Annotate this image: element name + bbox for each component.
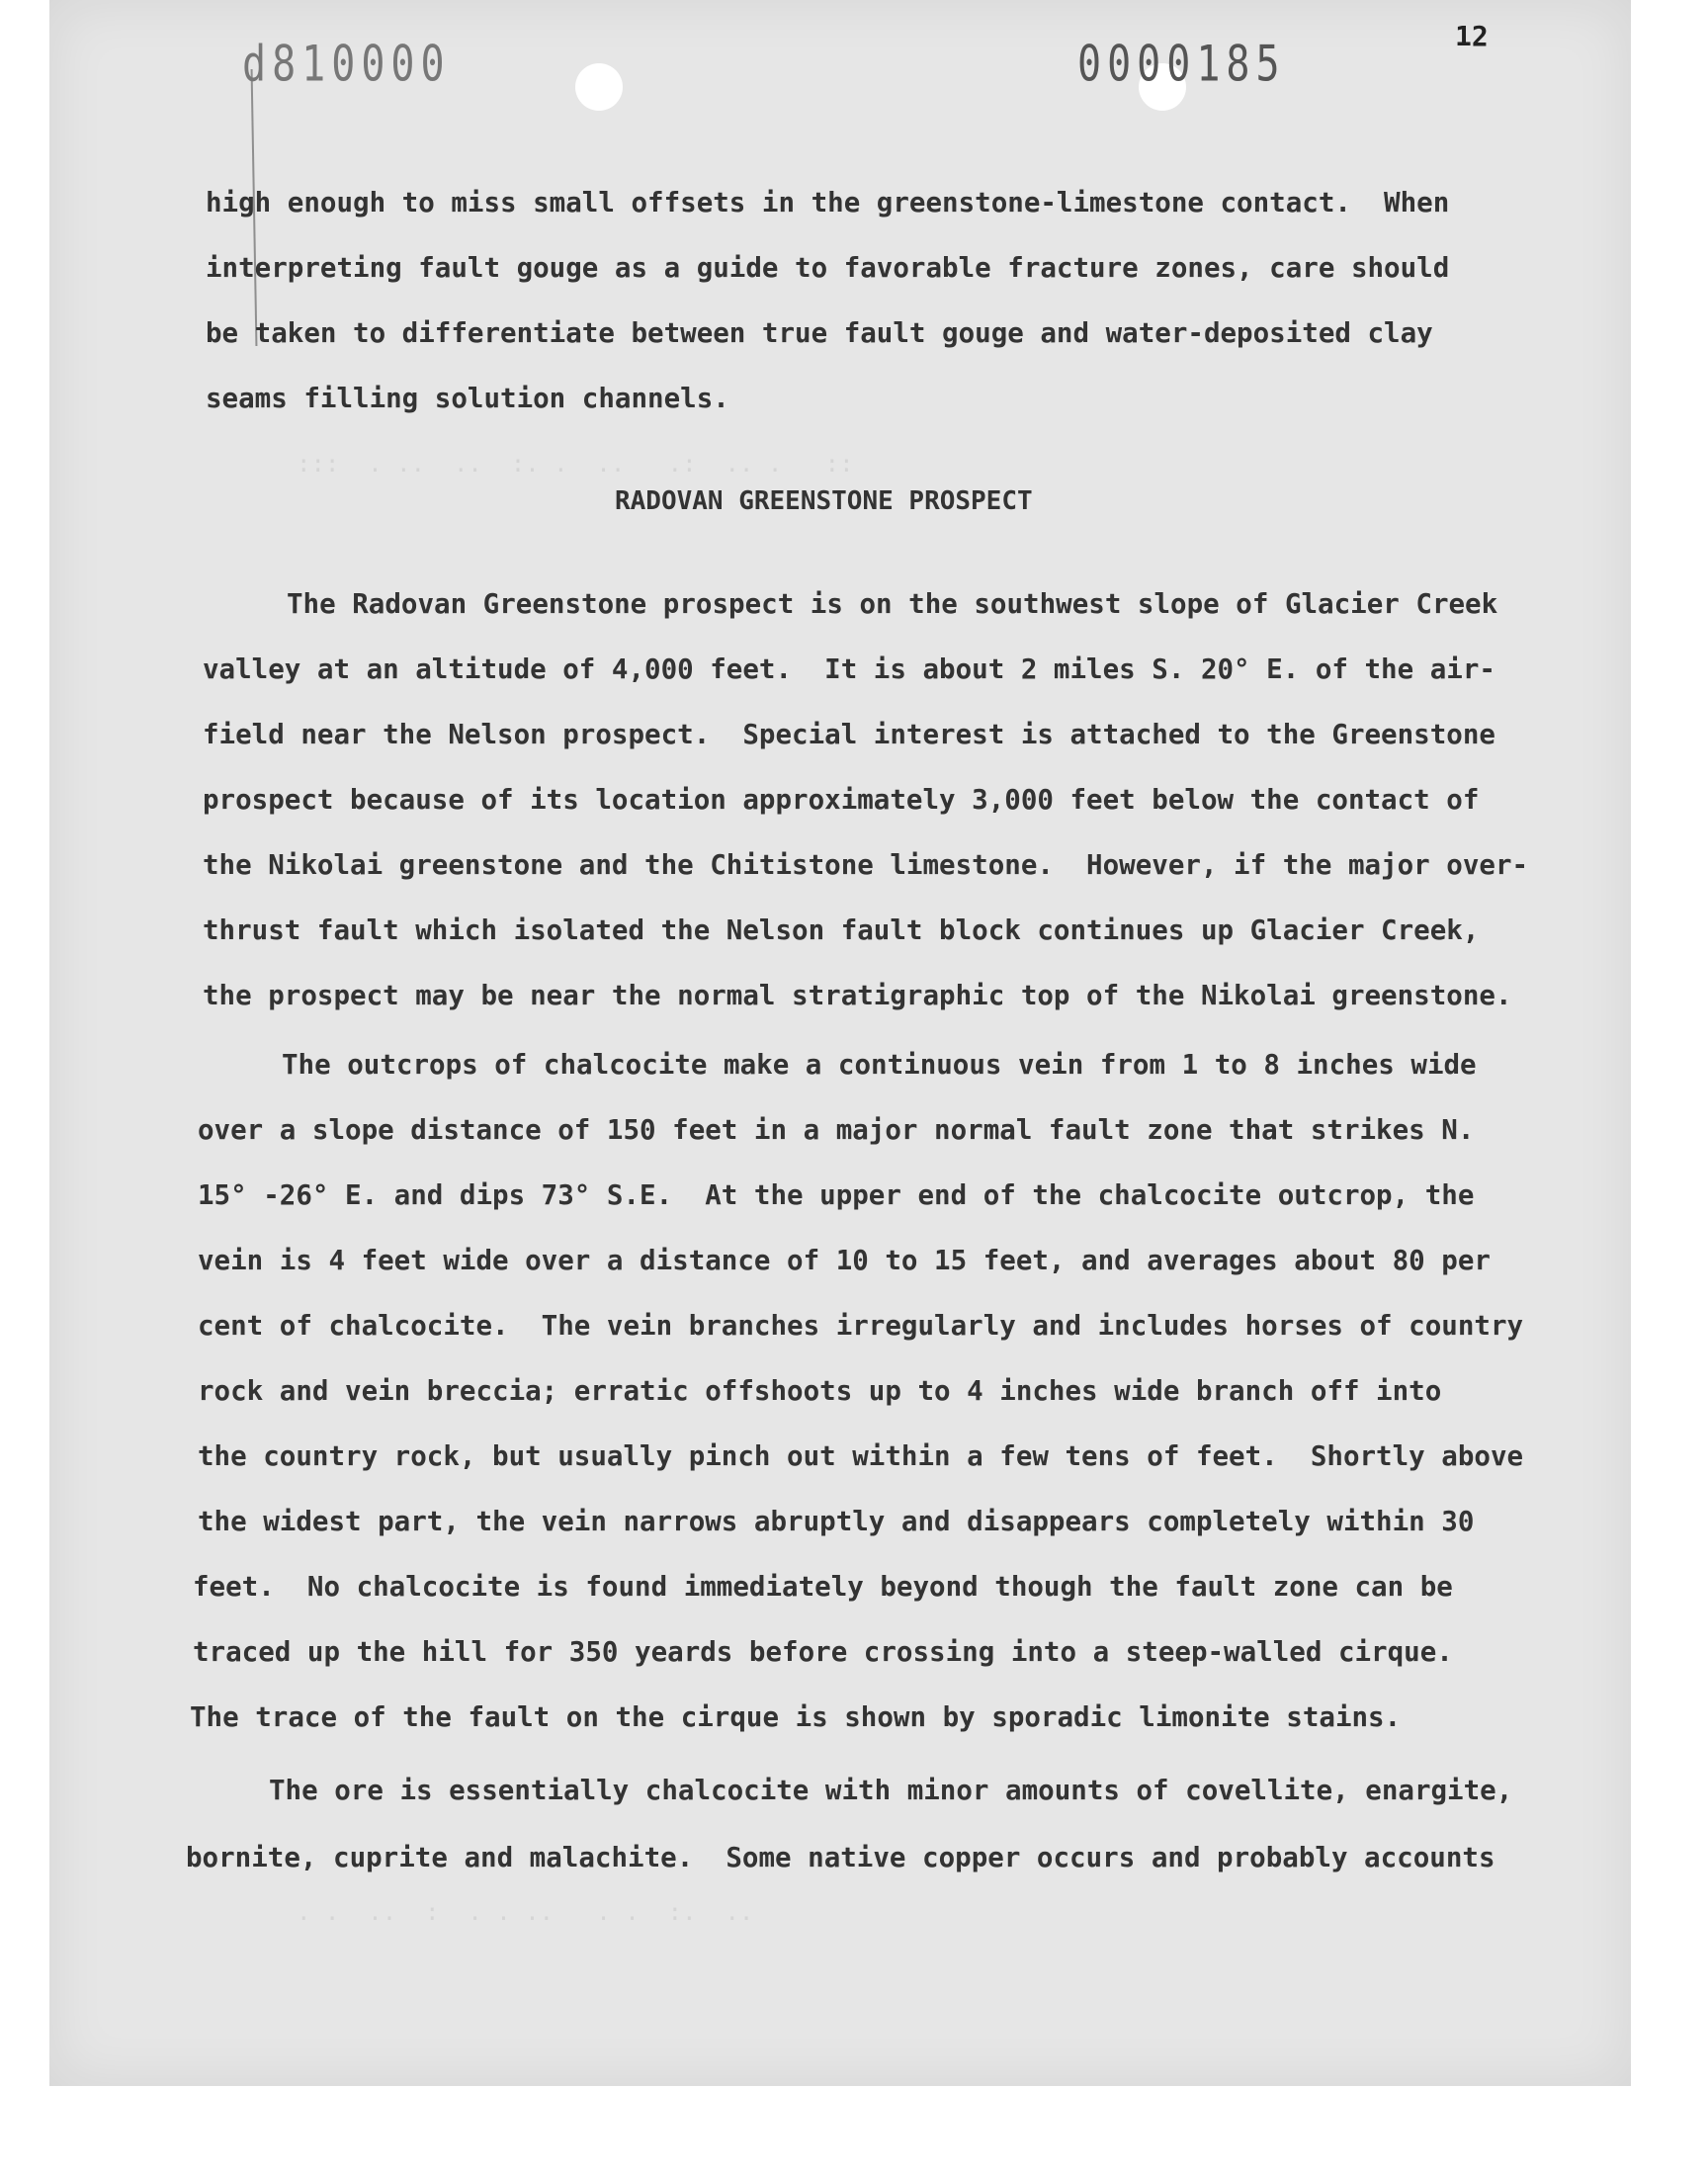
document-stamp-right: 0000185 [1077,36,1286,93]
page-number: 12 [1455,20,1489,52]
paragraph-3-line: cent of chalcocite. The vein branches irregularly and includes horses of country [198,1310,1524,1342]
paragraph-1-line: be taken to differentiate between true fault gouge and water-deposited clay [206,317,1433,349]
paragraph-2-line: the prospect may be near the normal stratigraphic top of the Nikolai greenstone. [203,980,1512,1011]
paragraph-1-line: interpreting fault gouge as a guide to favorable fracture zones, care should [206,252,1450,284]
paragraph-1-line: seams filling solution channels. [206,383,729,414]
bleed-through-text: ::: . .. .. :. . .. .: .. . :: [297,450,854,478]
paragraph-3-line: the widest part, the vein narrows abruptly and disappears completely within 30 [198,1506,1475,1537]
paragraph-3-line: over a slope distance of 150 feet in a major normal fault zone that strikes N. [198,1114,1475,1146]
paragraph-3-line: vein is 4 feet wide over a distance of 10 to 15 feet, and averages about 80 per [198,1245,1491,1276]
paragraph-4-line: bornite, cuprite and malachite. Some native copper occurs and probably accounts [186,1842,1495,1873]
paragraph-3-line: feet. No chalcocite is found immediately beyond though the fault zone can be [193,1571,1453,1603]
paragraph-1-line: high enough to miss small offsets in the greenstone-limestone contact. When [206,187,1450,218]
paragraph-3-line: The outcrops of chalcocite make a continuous vein from 1 to 8 inches wide [282,1049,1477,1081]
bleed-through-text: . . .. : . . .. . . :. .. [297,1898,754,1926]
paragraph-2-line: the Nikolai greenstone and the Chitistone limestone. However, if the major over- [203,849,1529,881]
scanned-page [49,0,1631,2086]
paragraph-3-line: traced up the hill for 350 yeards before crossing into a steep-walled cirque. [193,1636,1453,1668]
paragraph-3-line: the country rock, but usually pinch out within a few tens of feet. Shortly above [198,1440,1524,1472]
section-heading: RADOVAN GREENSTONE PROSPECT [615,486,1033,516]
paragraph-2-line: valley at an altitude of 4,000 feet. It is about 2 miles S. 20° E. of the air- [203,653,1495,685]
paragraph-2-line: prospect because of its location approximately 3,000 feet below the contact of [203,784,1480,816]
document-stamp-left: d810000 [242,36,451,93]
punch-hole [575,63,623,111]
paragraph-2-line: thrust fault which isolated the Nelson fault block continues up Glacier Creek, [203,914,1480,946]
paragraph-3-line: The trace of the fault on the cirque is shown by sporadic limonite stains. [190,1701,1402,1733]
paragraph-3-line: 15° -26° E. and dips 73° S.E. At the upper end of the chalcocite outcrop, the [198,1179,1475,1211]
paragraph-2-line: The Radovan Greenstone prospect is on the southwest slope of Glacier Creek [287,588,1498,620]
paragraph-2-line: field near the Nelson prospect. Special interest is attached to the Greenstone [203,719,1495,750]
paragraph-4-line: The ore is essentially chalcocite with minor amounts of covellite, enargite, [269,1775,1513,1806]
paragraph-3-line: rock and vein breccia; erratic offshoots up to 4 inches wide branch off into [198,1375,1442,1407]
